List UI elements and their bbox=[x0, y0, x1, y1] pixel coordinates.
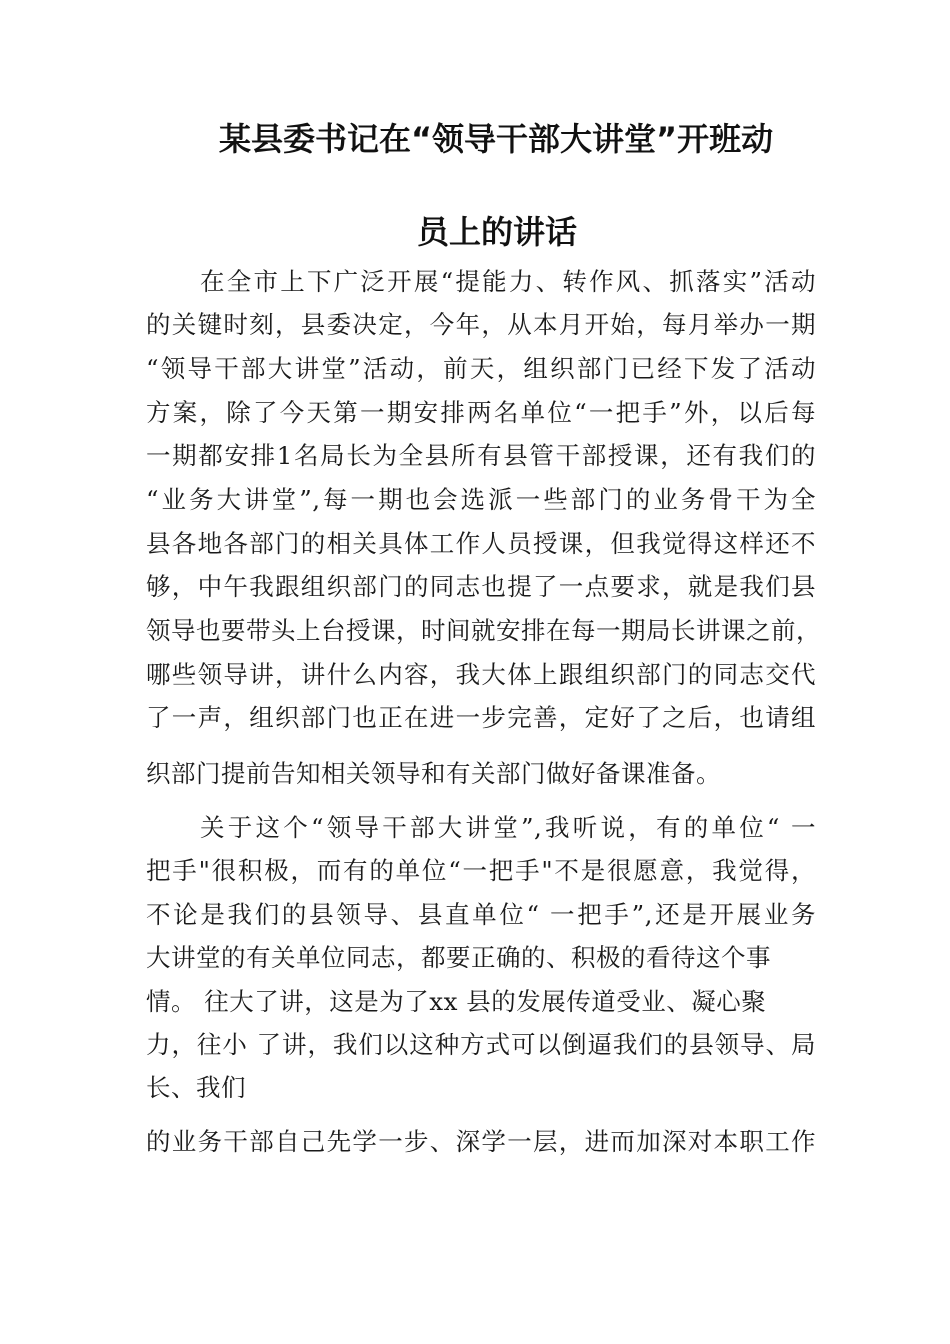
paragraph-line: 力，往小 了讲，我们以这种方式可以倒逼我们的县领导、局 bbox=[146, 1030, 816, 1059]
paragraph-line: 的业务干部自己先学一步、深学一层，进而加深对本职工作 bbox=[146, 1127, 816, 1156]
paragraph-line: 把手"很积极，而有的单位“一把手"不是很愿意，我觉得， bbox=[146, 856, 816, 885]
paragraph-line: 情。 往大了讲，这是为了xx 县的发展传道受业、凝心聚 bbox=[146, 987, 767, 1016]
paragraph-line: 的关键时刻，县委决定，今年，从本月开始，每月举办一期 bbox=[146, 310, 816, 339]
document-title-line-2: 员上的讲话 bbox=[417, 213, 578, 251]
paragraph-line: 在全市上下广泛开展“提能力、转作风、抓落实”活动 bbox=[200, 267, 816, 296]
paragraph-line: 织部门提前告知相关领导和有关部门做好备课准备。 bbox=[146, 759, 721, 788]
paragraph-line: 够，中午我跟组织部门的同志也提了一点要求，就是我们县 bbox=[146, 572, 816, 601]
paragraph-line: 领导也要带头上台授课，时间就安排在每一期局长讲课之前， bbox=[146, 616, 821, 645]
paragraph-line: 了一声，组织部门也正在进一步完善，定好了之后，也请组 bbox=[146, 703, 816, 732]
paragraph-line: 方案，除了今天第一期安排两名单位“一把手”外，以后每 bbox=[146, 398, 816, 427]
document-title-line-1: 某县委书记在“领导干部大讲堂”开班动 bbox=[219, 120, 774, 158]
paragraph-line: 大讲堂的有关单位同志，都要正确的、积极的看待这个事 bbox=[146, 943, 771, 972]
paragraph-line: 县各地各部门的相关具体工作人员授课，但我觉得这样还不 bbox=[146, 529, 816, 558]
paragraph-line: 一期都安排1名局长为全县所有县管干部授课，还有我们的 bbox=[146, 441, 816, 470]
paragraph-line: “领导干部大讲堂”活动，前天，组织部门已经下发了活动 bbox=[146, 354, 816, 383]
paragraph-line: 长、我们 bbox=[146, 1073, 246, 1102]
paragraph-line: 哪些领导讲，讲什么内容，我大体上跟组织部门的同志交代 bbox=[146, 660, 816, 689]
paragraph-line: 不论是我们的县领导、县直单位“ 一把手”,还是开展业务 bbox=[146, 900, 816, 929]
paragraph-line: “业务大讲堂”,每一期也会选派一些部门的业务骨干为全 bbox=[146, 485, 816, 514]
paragraph-line: 关于这个“领导干部大讲堂”,我听说，有的单位“ 一 bbox=[200, 813, 816, 842]
